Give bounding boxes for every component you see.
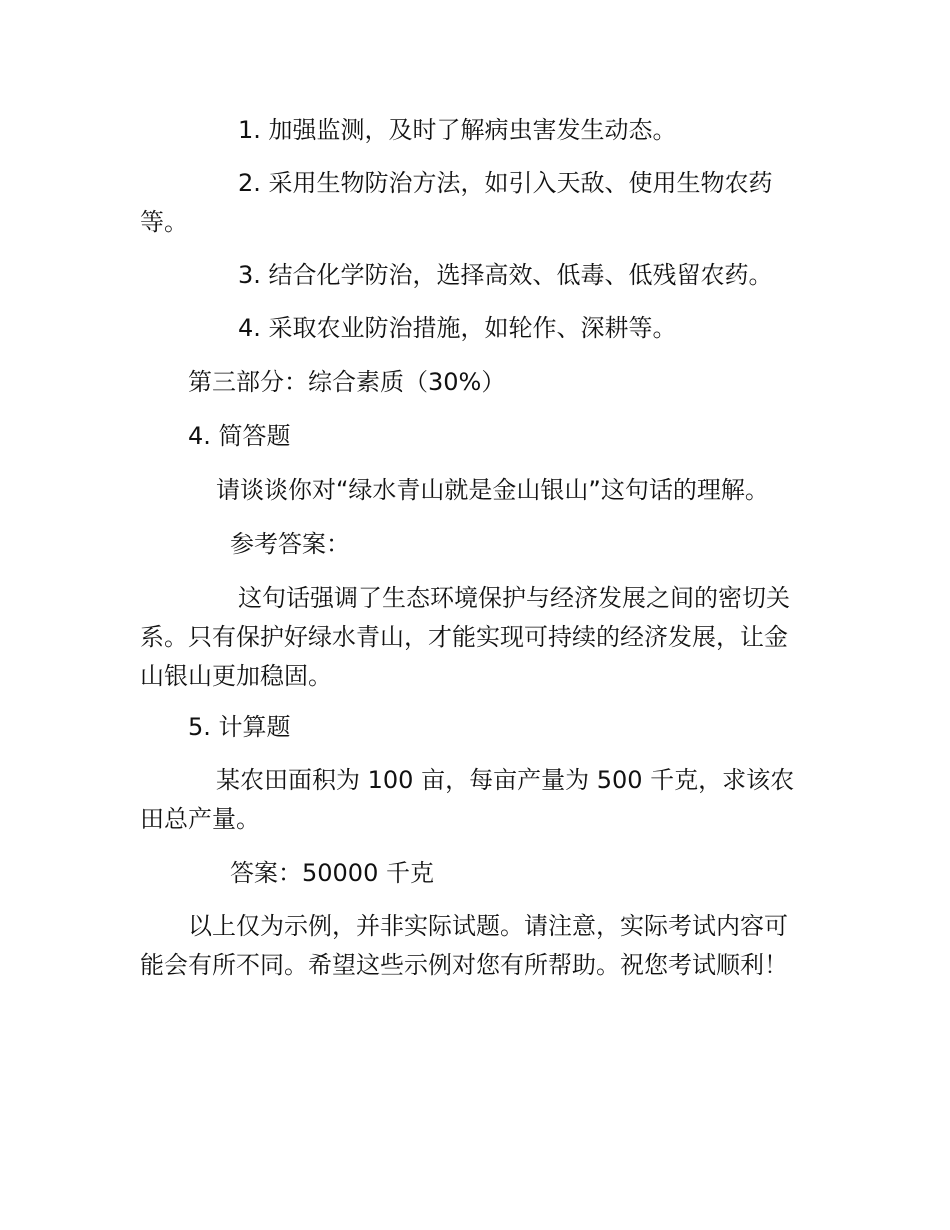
measure-item-4: 4. 采取农业防治措施，如轮作、深耕等。 — [238, 314, 677, 342]
answer-line-3: 山银山更加稳固。 — [140, 662, 332, 690]
answer-line-1: 这句话强调了生态环境保护与经济发展之间的密切关 — [238, 584, 790, 612]
measure-item-3: 3. 结合化学防治，选择高效、低毒、低残留农药。 — [238, 261, 773, 289]
measure-item-2: 2. 采用生物防治方法，如引入天敌、使用生物农药 — [238, 169, 773, 197]
question-5-prompt-line-2: 田总产量。 — [140, 805, 260, 833]
question-4-prompt: 请谈谈你对“绿水青山就是金山银山”这句话的理解。 — [216, 476, 769, 504]
closing-line-1: 以上仅为示例，并非实际试题。请注意，实际考试内容可 — [188, 912, 788, 940]
section-title: 第三部分：综合素质（30%） — [188, 368, 506, 396]
closing-line-2: 能会有所不同。希望这些示例对您有所帮助。祝您考试顺利！ — [140, 951, 788, 979]
question-5-prompt-line-1: 某农田面积为 100 亩，每亩产量为 500 千克，求该农 — [216, 766, 795, 794]
question-5-answer: 答案：50000 千克 — [230, 859, 434, 887]
question-5-heading: 5. 计算题 — [188, 713, 291, 741]
answer-line-2: 系。只有保护好绿水青山，才能实现可持续的经济发展，让金 — [140, 623, 788, 651]
answer-label: 参考答案： — [230, 530, 350, 558]
measure-item-2-continued: 等。 — [140, 208, 188, 236]
question-4-heading: 4. 简答题 — [188, 422, 291, 450]
measure-item-1: 1. 加强监测，及时了解病虫害发生动态。 — [238, 116, 677, 144]
